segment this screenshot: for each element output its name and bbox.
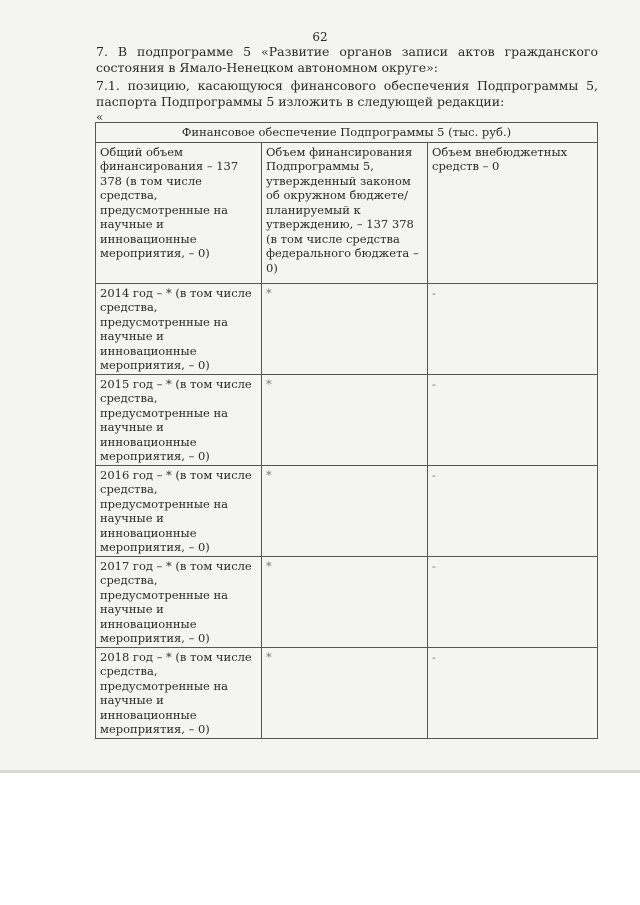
row-budget-cell: * [262, 647, 428, 738]
table-row [96, 465, 598, 556]
row-year-cell: 2014 год – * (в том числе средства, предусмотренные на научные и инновационные мероприятия, – 0) [96, 283, 262, 374]
row-year-cell: 2018 год – * (в том числе средства, предусмотренные на научные и инновационные мероприятия, – 0) [96, 647, 262, 738]
header-extrabudgetary: Объем внебюджетных средств – 0 [428, 142, 598, 283]
row-year-cell: 2016 год – * (в том числе средства, предусмотренные на научные и инновационные мероприятия, – 0) [96, 465, 262, 556]
table-row [96, 556, 598, 647]
header-total-financing: Общий объем финансирования – 137 378 (в том числе средства, предусмотренные на научные и инновационные мероприятия, – 0) [96, 142, 262, 283]
table-header-row [96, 142, 598, 283]
table-row [96, 647, 598, 738]
row-year-cell: 2015 год – * (в том числе средства, предусмотренные на научные и инновационные мероприятия, – 0) [96, 374, 262, 465]
page-edge-divider [0, 770, 640, 773]
paragraph-item-7: 7. В подпрограмме 5 «Развитие органов записи актов гражданского состояния в Ямало-Ненецком автономном округе»: [96, 44, 598, 75]
row-budget-cell: * [262, 374, 428, 465]
row-extrabudget-cell: - [428, 647, 598, 738]
header-budget-financing: Объем финансирования Подпрограммы 5, утвержденный законом об окружном бюджете/ планируемый к утверждению, – 137 378 (в том числе средства федерального бюджета – 0) [262, 142, 428, 283]
table-caption-row [96, 123, 598, 143]
table-row [96, 374, 598, 465]
row-year-cell: 2017 год – * (в том числе средства, предусмотренные на научные и инновационные мероприятия, – 0) [96, 556, 262, 647]
row-extrabudget-cell: - [428, 374, 598, 465]
paragraph-item-7-1: 7.1. позицию, касающуюся финансового обеспечения Подпрограммы 5, паспорта Подпрограммы 5 изложить в следующей редакции: [96, 78, 598, 109]
table-row [96, 283, 598, 374]
row-extrabudget-cell: - [428, 283, 598, 374]
financing-table [95, 122, 598, 739]
row-extrabudget-cell: - [428, 465, 598, 556]
table-caption: Финансовое обеспечение Подпрограммы 5 (тыс. руб.) [96, 123, 598, 143]
row-budget-cell: * [262, 556, 428, 647]
row-budget-cell: * [262, 465, 428, 556]
page-number: 62 [312, 30, 328, 44]
row-extrabudget-cell: - [428, 556, 598, 647]
row-budget-cell: * [262, 283, 428, 374]
opening-quote: « [96, 110, 104, 124]
